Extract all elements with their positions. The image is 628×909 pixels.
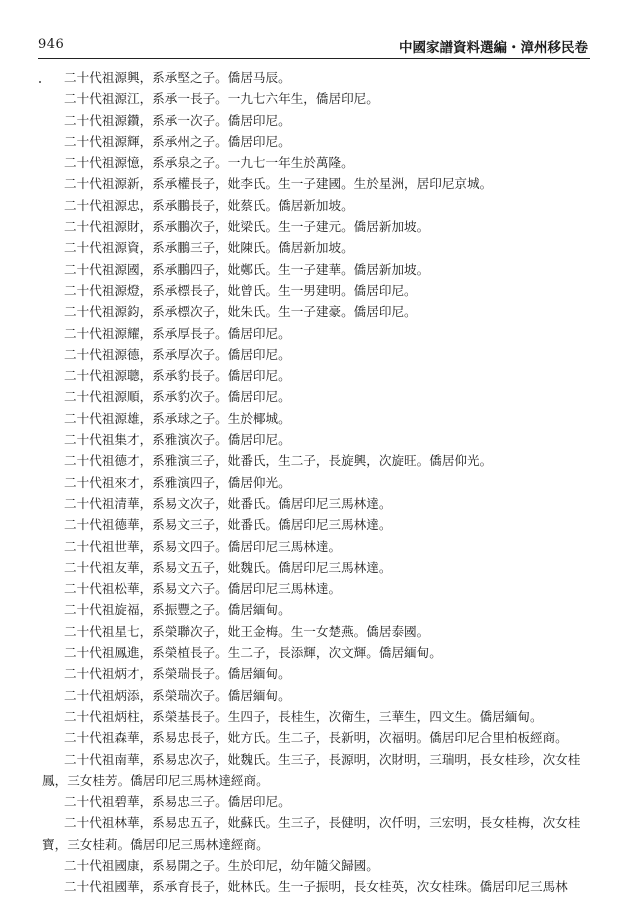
entry-text: 二十代祖南華，系易忠次子，妣魏氏。生三子，長源明，次財明，三瑞明，長女桂珍，次女桂鳳，三女桂芳。僑居印尼三馬林達經商。 [42, 751, 581, 788]
genealogy-entry: 二十代祖旋福，系振豐之子。僑居緬甸。 [64, 602, 291, 618]
genealogy-entry: 二十代祖碧華，系易忠三子。僑居印尼。 [64, 794, 291, 810]
page-header [38, 34, 588, 56]
genealogy-entry: 二十代祖炳添，系榮瑞次子。僑居緬甸。 [64, 687, 291, 703]
genealogy-entry: 二十代祖源忠，系承鵬長子，妣蔡氏。僑居新加坡。 [64, 197, 354, 213]
genealogy-entry: 二十代祖源鑽，系承一次子。僑居印尼。 [64, 112, 291, 128]
header-rule [38, 58, 590, 59]
genealogy-entry: 二十代祖源鈞，系承標次子，妣朱氏。生一子建豪。僑居印尼。 [64, 304, 417, 320]
genealogy-entry: 二十代祖源國，系承鵬四子，妣鄭氏。生一子建華。僑居新加坡。 [64, 261, 430, 277]
print-speck [39, 81, 41, 83]
genealogy-entry: 二十代祖源輝，系承州之子。僑居印尼。 [64, 133, 291, 149]
genealogy-entry: 二十代祖國康，系易開之子。生於印尼，幼年隨父歸國。 [64, 857, 379, 873]
genealogy-entry: 二十代祖世華，系易文四子。僑居印尼三馬林達。 [64, 538, 342, 554]
page-number: 946 [38, 37, 65, 52]
genealogy-entry: 二十代祖星七，系榮聯次子，妣王金梅。生一女楚燕。僑居泰國。 [64, 623, 430, 639]
genealogy-entry: 二十代祖源德，系承厚次子。僑居印尼。 [64, 346, 291, 362]
genealogy-entry: 二十代祖源江，系承一長子。一九七六年生，僑居印尼。 [64, 91, 379, 107]
genealogy-entry: 二十代祖源興，系承堅之子。僑居马辰。 [64, 70, 291, 85]
genealogy-entry: 二十代祖源財，系承鵬次子，妣梁氏。生一子建元。僑居新加坡。 [64, 219, 430, 235]
genealogy-entry: 二十代祖友華，系易文五子，妣魏氏。僑居印尼三馬林達。 [64, 559, 392, 575]
genealogy-entry: 二十代祖清華，系易文次子，妣番氏。僑居印尼三馬林達。 [64, 495, 392, 511]
genealogy-entry: 二十代祖源燈，系承標長子，妣曾氏。生一男建明。僑居印尼。 [64, 282, 417, 298]
genealogy-entry: 二十代祖源憶，系承泉之子。一九七一年生於萬隆。 [64, 155, 354, 171]
genealogy-entry: 二十代祖源順，系承豹次子。僑居印尼。 [64, 389, 291, 405]
genealogy-entry: 二十代祖國華，系承育長子，妣林氏。生一子振明，長女桂英，次女桂珠。僑居印尼三馬林 [64, 879, 568, 895]
genealogy-entries [42, 67, 590, 898]
genealogy-entry-wrapped [42, 749, 590, 792]
entry-text: 二十代祖林華，系易忠五子，妣蘇氏。生三子，長健明，次仟明，三宏明，長女桂梅，次女桂寶，三女桂莉。僑居印尼三馬林達經商。 [42, 815, 581, 852]
genealogy-entry: 二十代祖源耀，系承厚長子。僑居印尼。 [64, 325, 291, 341]
running-title: 中國家譜資料選編・漳州移民卷 [399, 40, 588, 56]
genealogy-entry: 二十代祖德華，系易文三子，妣番氏。僑居印尼三馬林達。 [64, 517, 392, 533]
genealogy-entry: 二十代祖集才，系雅演次子。僑居印尼。 [64, 432, 291, 448]
genealogy-entry: 二十代祖炳才，系榮瑞長子。僑居緬甸。 [64, 666, 291, 682]
genealogy-entry: 二十代祖源聰，系承豹長子。僑居印尼。 [64, 368, 291, 384]
genealogy-entry: 二十代祖源資，系承鵬三子，妣陳氏。僑居新加坡。 [64, 240, 354, 256]
genealogy-entry: 二十代祖松華，系易文六子。僑居印尼三馬林達。 [64, 581, 342, 597]
genealogy-entry: 二十代祖炳柱，系榮基長子。生四子，長桂生，次衛生，三華生，四文生。僑居緬甸。 [64, 708, 543, 724]
genealogy-entry: 二十代祖德才，系雅演三子，妣番氏，生二子，長旋興，次旋旺。僑居仰光。 [64, 453, 493, 469]
genealogy-entry-wrapped [42, 812, 590, 855]
genealogy-entry: 二十代祖森華，系易忠長子，妣方氏。生二子，長新明，次福明。僑居印尼合里柏板經商。 [64, 730, 568, 746]
genealogy-entry: 二十代祖源雄，系承球之子。生於椰城。 [64, 410, 291, 426]
genealogy-entry: 二十代祖鳳進，系榮植長子。生二子，長添輝，次文輝。僑居緬甸。 [64, 645, 442, 661]
genealogy-entry: 二十代祖來才，系雅演四子，僑居仰光。 [64, 474, 291, 490]
genealogy-entry: 二十代祖源新，系承權長子，妣李氏。生一子建國。生於星洲，居印尼京城。 [64, 176, 493, 192]
